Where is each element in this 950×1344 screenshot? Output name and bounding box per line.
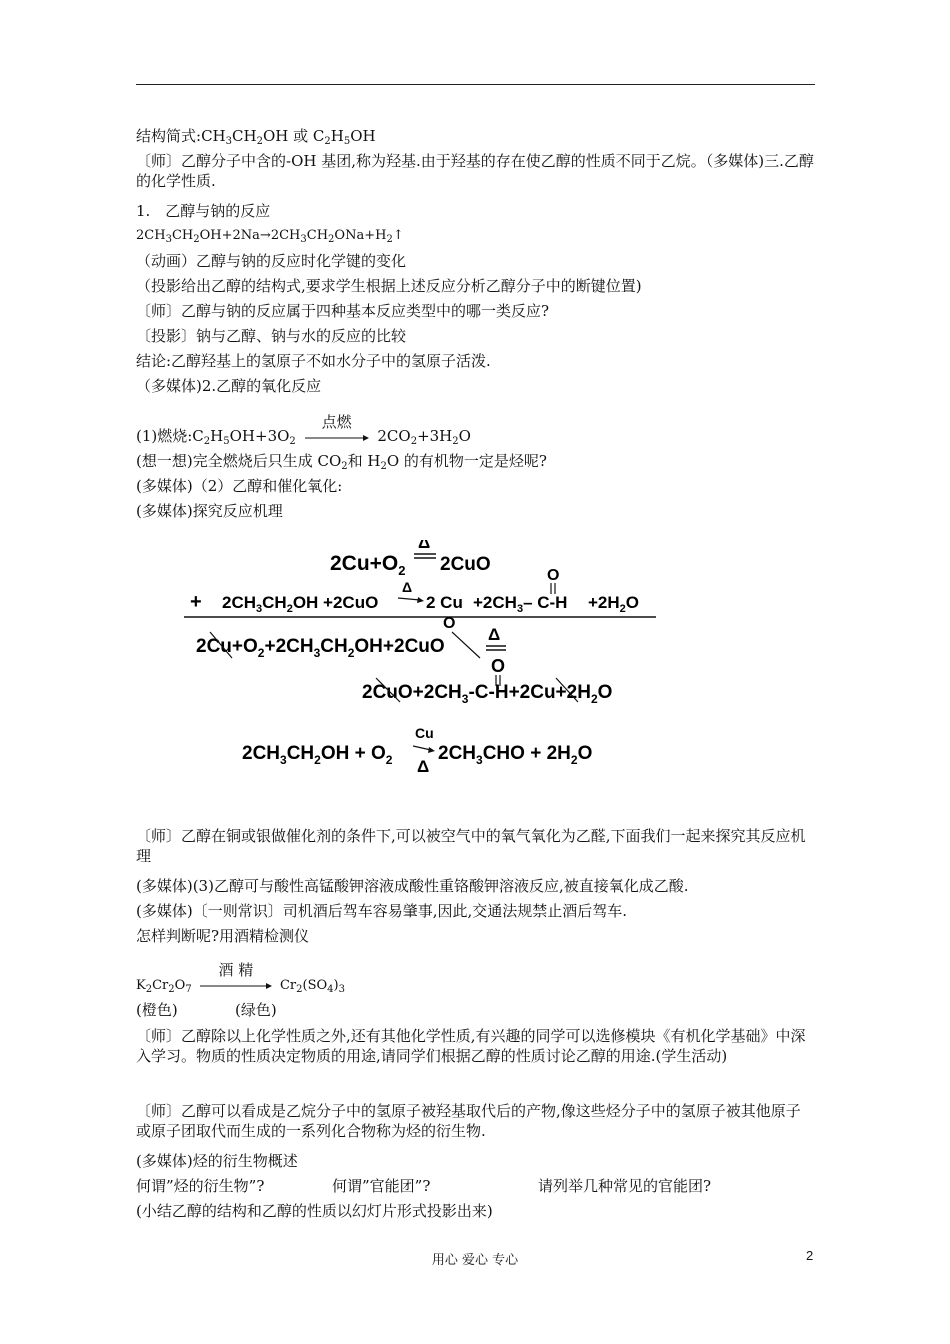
question: 何谓”烃的衍生物”? [136,1177,265,1195]
svg-text:2CH3CH2OH + O2: $2CH_3CH_2OH + O_2$ [242,743,393,767]
paragraph: （投影给出乙醇的结构式,要求学生根据上述反应分析乙醇分子中的断键位置) [136,277,642,295]
svg-text:2 Cu: 2 Cu [426,593,463,612]
paragraph: (小结乙醇的结构和乙醇的性质以幻灯片形式投影出来) [136,1202,493,1220]
paragraph: 〔师〕乙醇分子中含的-OH 基团,称为羟基.由于羟基的存在使乙醇的性质不同于乙烷。（多媒体)三.乙醇的化学性质. [136,152,814,190]
paragraph: (多媒体)探究反应机理 [136,502,283,520]
equation-dichromate: $K_2Cr_2O_7$ 酒 精 $Cr_2(SO_4)_3$ [136,961,345,995]
paragraph: (多媒体)烃的衍生物概述 [136,1152,298,1170]
footer: 用心 爱心 专心 [431,1253,519,1268]
svg-text:O: O [547,567,560,584]
mechanism-figure [180,540,670,780]
svg-text:+2CH3– C-H: $+2CH_3-$ C-H [473,593,568,615]
green-label: (绿色) [235,1001,277,1019]
conclusion: 结论:乙醇羟基上的氢原子不如水分子中的氢原子活泼. [136,352,491,370]
reaction-arrow: 点燃 [305,429,369,443]
page-number: 2 [806,1248,814,1263]
reaction-arrow: 酒 精 [200,977,272,991]
paragraph: 〔师〕乙醇除以上化学性质之外,还有其他化学性质,有兴趣的同学可以选修模块《有机化学基础》中深入学习。物质的性质决定物质的用途,请同学们根据乙醇的性质讨论乙醇的用途.(学生活动) [136,1027,806,1065]
paragraph: 〔师〕乙醇可以看成是乙烷分子中的氢原子被羟基取代后的产物,像这些烃分子中的氢原子被其他原子或原子团取代而生成的一系列化合物称为烃的衍生物. [136,1102,801,1140]
svg-text:Δ: Δ [418,540,431,552]
question: 请列举几种常见的官能团? [538,1177,712,1195]
questions [136,1176,815,1196]
svg-text:+: + [190,591,202,613]
svg-text:2CuO+2CH3-C-H+2Cu+2H2O: $2CuO+2CH_3-C-H+2Cu+2H_2O$ [362,682,613,706]
svg-text:Δ: Δ [417,757,430,776]
section-heading: 1. 乙醇与钠的反应 [136,202,271,220]
svg-text:Δ: Δ [402,579,413,595]
svg-text:2CH3CH2OH +2CuO: $2CH_3CH_2OH +2CuO$ [222,593,379,615]
question: 何谓”官能团”? [332,1177,431,1195]
svg-text:2CuO: 2CuO [440,554,491,575]
paragraph: (多媒体)(3)乙醇可与酸性高锰酸钾溶液成酸性重铬酸钾溶液反应,被直接氧化成乙酸. [136,877,689,895]
paragraph: 〔师〕乙醇在铜或银做催化剂的条件下,可以被空气中的氧气氧化为乙醛,下面我们一起来探究其反应机理 [136,827,806,865]
paragraph: 〔投影〕钠与乙醇、钠与水的反应的比较 [136,327,407,345]
svg-text:2Cu+O2: $2Cu+O_2$ [330,552,406,578]
paragraph: 〔师〕乙醇与钠的反应属于四种基本反应类型中的哪一类反应? [136,302,550,320]
svg-text:2CH3CHO + 2H2O: $2CH_3CHO + 2H_2O$ [438,743,593,767]
svg-text:+2H2O: $+2H_2O$ [588,593,640,615]
header-rule [136,84,815,85]
paragraph: (想一想)完全燃烧后只生成 $CO_2$和 $H_2O$ 的有机物一定是烃呢? [136,452,547,472]
svg-text:Cu: Cu [415,725,434,741]
paragraph: (多媒体)（2）乙醇和催化氧化: [136,477,343,495]
structural-formula: 结构简式$:CH_3CH_2OH$ 或 $C_2H_5OH$ [136,127,376,147]
paragraph: 怎样判断呢?用酒精检测仪 [136,927,310,945]
equation-sodium: $2CH_3CH_2OH+2Na\to 2CH_3CH_2ONa+H_2↑$ [136,228,404,245]
paragraph: （动画）乙醇与钠的反应时化学键的变化 [136,252,407,270]
svg-text:O: O [491,656,506,676]
svg-text:2Cu+O2+2CH3CH2OH+2CuO: $2Cu+O_2+2CH_3CH_2OH+2CuO$ [196,636,445,660]
svg-text:O: O [443,615,456,632]
paragraph: (多媒体)〔一则常识〕司机酒后驾车容易肇事,因此,交通法规禁止酒后驾车. [136,902,628,920]
svg-text:Δ: Δ [488,625,501,644]
paragraph: （多媒体)2.乙醇的氧化反应 [136,377,322,395]
orange-label: (橙色) [136,1001,178,1019]
color-labels [136,1000,277,1020]
equation-combustion: (1)燃烧$:C_2H_5OH+3O_2$ 点燃 $2CO_2+3H_2O$ [136,413,471,447]
